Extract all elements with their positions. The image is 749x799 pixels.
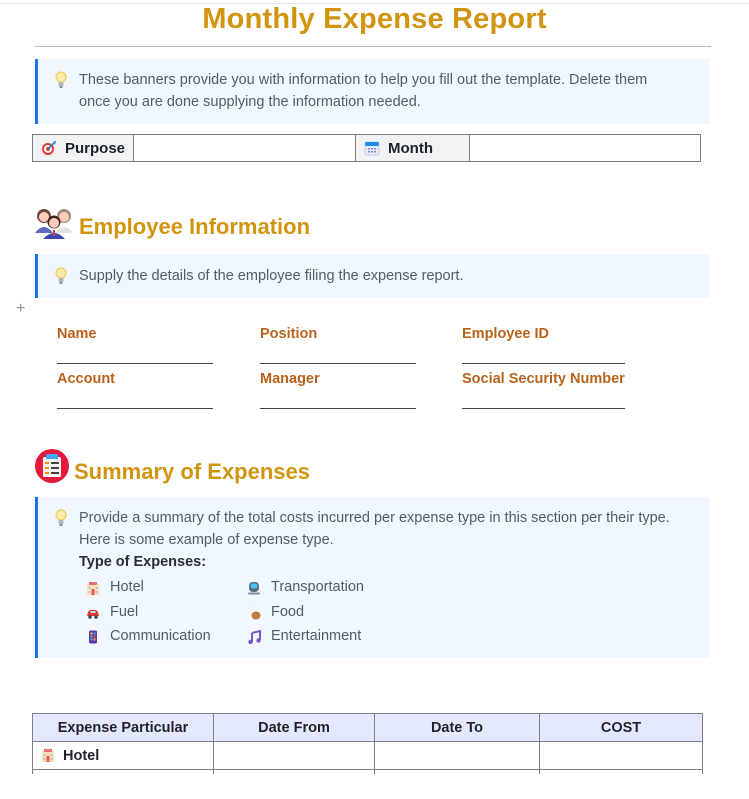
expense-type-label: Communication — [110, 628, 211, 644]
field-label: Position — [260, 326, 318, 342]
add-block-plus-icon[interactable]: + — [16, 300, 26, 317]
column-header-expense-particular: Expense Particular — [33, 714, 214, 742]
document-title: Monthly Expense Report — [202, 3, 547, 35]
field-name — [57, 324, 217, 344]
column-header-cost: COST — [540, 714, 703, 742]
people-icon — [34, 205, 74, 239]
purpose-month-table — [32, 134, 701, 162]
summary-section-title: Summary of Expenses — [74, 459, 310, 484]
month-label: Month — [388, 139, 433, 157]
expense-type-label: Hotel — [110, 579, 144, 595]
cell-date-to[interactable] — [375, 742, 540, 770]
purpose-label-cell — [33, 135, 134, 161]
field-ssn — [462, 369, 662, 389]
expense-type-label: Food — [271, 604, 305, 620]
field-label: Name — [57, 326, 97, 342]
expense-table — [32, 713, 703, 774]
employee-section-title: Employee Information — [79, 214, 311, 239]
field-manager — [260, 369, 420, 389]
table-header-row — [33, 714, 703, 742]
field-position — [260, 324, 420, 344]
purpose-input[interactable] — [134, 135, 356, 161]
expense-particular-label: Hotel — [63, 747, 100, 764]
intro-banner-line1: These banners provide you with information to help you fill out the template. Delete them — [79, 72, 648, 88]
field-label: Account — [57, 371, 115, 387]
summary-banner — [35, 497, 710, 658]
expense-type-transportation — [247, 576, 364, 598]
field-ssn-input[interactable] — [462, 408, 625, 409]
field-label: Employee ID — [462, 326, 550, 342]
expense-type-entertainment — [247, 625, 361, 647]
cell-date-from[interactable] — [214, 742, 375, 770]
cell-date-from[interactable] — [214, 770, 375, 774]
music-note-icon — [247, 629, 261, 643]
cell-cost[interactable] — [540, 742, 703, 770]
cell-expense-particular[interactable] — [33, 742, 214, 770]
field-label: Social Security Number — [462, 371, 625, 387]
field-employee-id — [462, 324, 622, 344]
month-input[interactable] — [470, 135, 700, 161]
summary-banner-line1: Provide a summary of the total costs incurred per expense type in this section per their type. — [79, 510, 670, 526]
field-employee-id-input[interactable] — [462, 363, 625, 364]
expense-type-fuel — [86, 601, 138, 623]
hotel-icon — [86, 580, 100, 594]
field-account-input[interactable] — [57, 408, 213, 409]
hotel-icon — [41, 748, 55, 762]
column-header-date-from: Date From — [214, 714, 375, 742]
purpose-label: Purpose — [65, 139, 126, 157]
train-icon — [247, 580, 261, 594]
summary-section-header — [34, 448, 310, 486]
field-position-input[interactable] — [260, 363, 416, 364]
employee-banner-text: Supply the details of the employee filing the expense report. — [79, 268, 464, 284]
expense-type-label: Fuel — [110, 604, 139, 620]
expense-types-title: Type of Expenses: — [79, 554, 207, 570]
calendar-icon — [364, 140, 380, 156]
lightbulb-icon — [54, 71, 68, 89]
phone-icon — [86, 629, 100, 643]
field-manager-input[interactable] — [260, 408, 416, 409]
employee-section-header — [34, 205, 310, 241]
field-account — [57, 369, 217, 389]
title-divider — [35, 46, 711, 47]
column-header-date-to: Date To — [375, 714, 540, 742]
expense-type-communication — [86, 625, 211, 647]
expense-type-food — [247, 601, 304, 623]
cell-date-to[interactable] — [375, 770, 540, 774]
lightbulb-icon — [54, 509, 68, 527]
expense-type-label: Transportation — [271, 579, 364, 595]
summary-banner-line2: Here is some example of expense type. — [79, 532, 334, 548]
cell-expense-particular[interactable] — [33, 770, 214, 774]
drumstick-icon — [247, 605, 261, 619]
month-label-cell — [356, 135, 470, 161]
expense-type-hotel — [86, 576, 144, 598]
expense-type-label: Entertainment — [271, 628, 362, 644]
table-row — [33, 742, 703, 770]
car-icon — [86, 605, 100, 619]
field-label: Manager — [260, 371, 320, 387]
target-icon — [41, 140, 57, 156]
table-row — [33, 770, 703, 774]
intro-banner — [35, 59, 710, 124]
clipboard-list-icon — [34, 448, 70, 484]
lightbulb-icon — [54, 267, 68, 285]
field-name-input[interactable] — [57, 363, 213, 364]
employee-banner — [35, 254, 710, 298]
intro-banner-line2: once you are done supplying the information needed. — [79, 94, 421, 110]
cell-cost[interactable] — [540, 770, 703, 774]
